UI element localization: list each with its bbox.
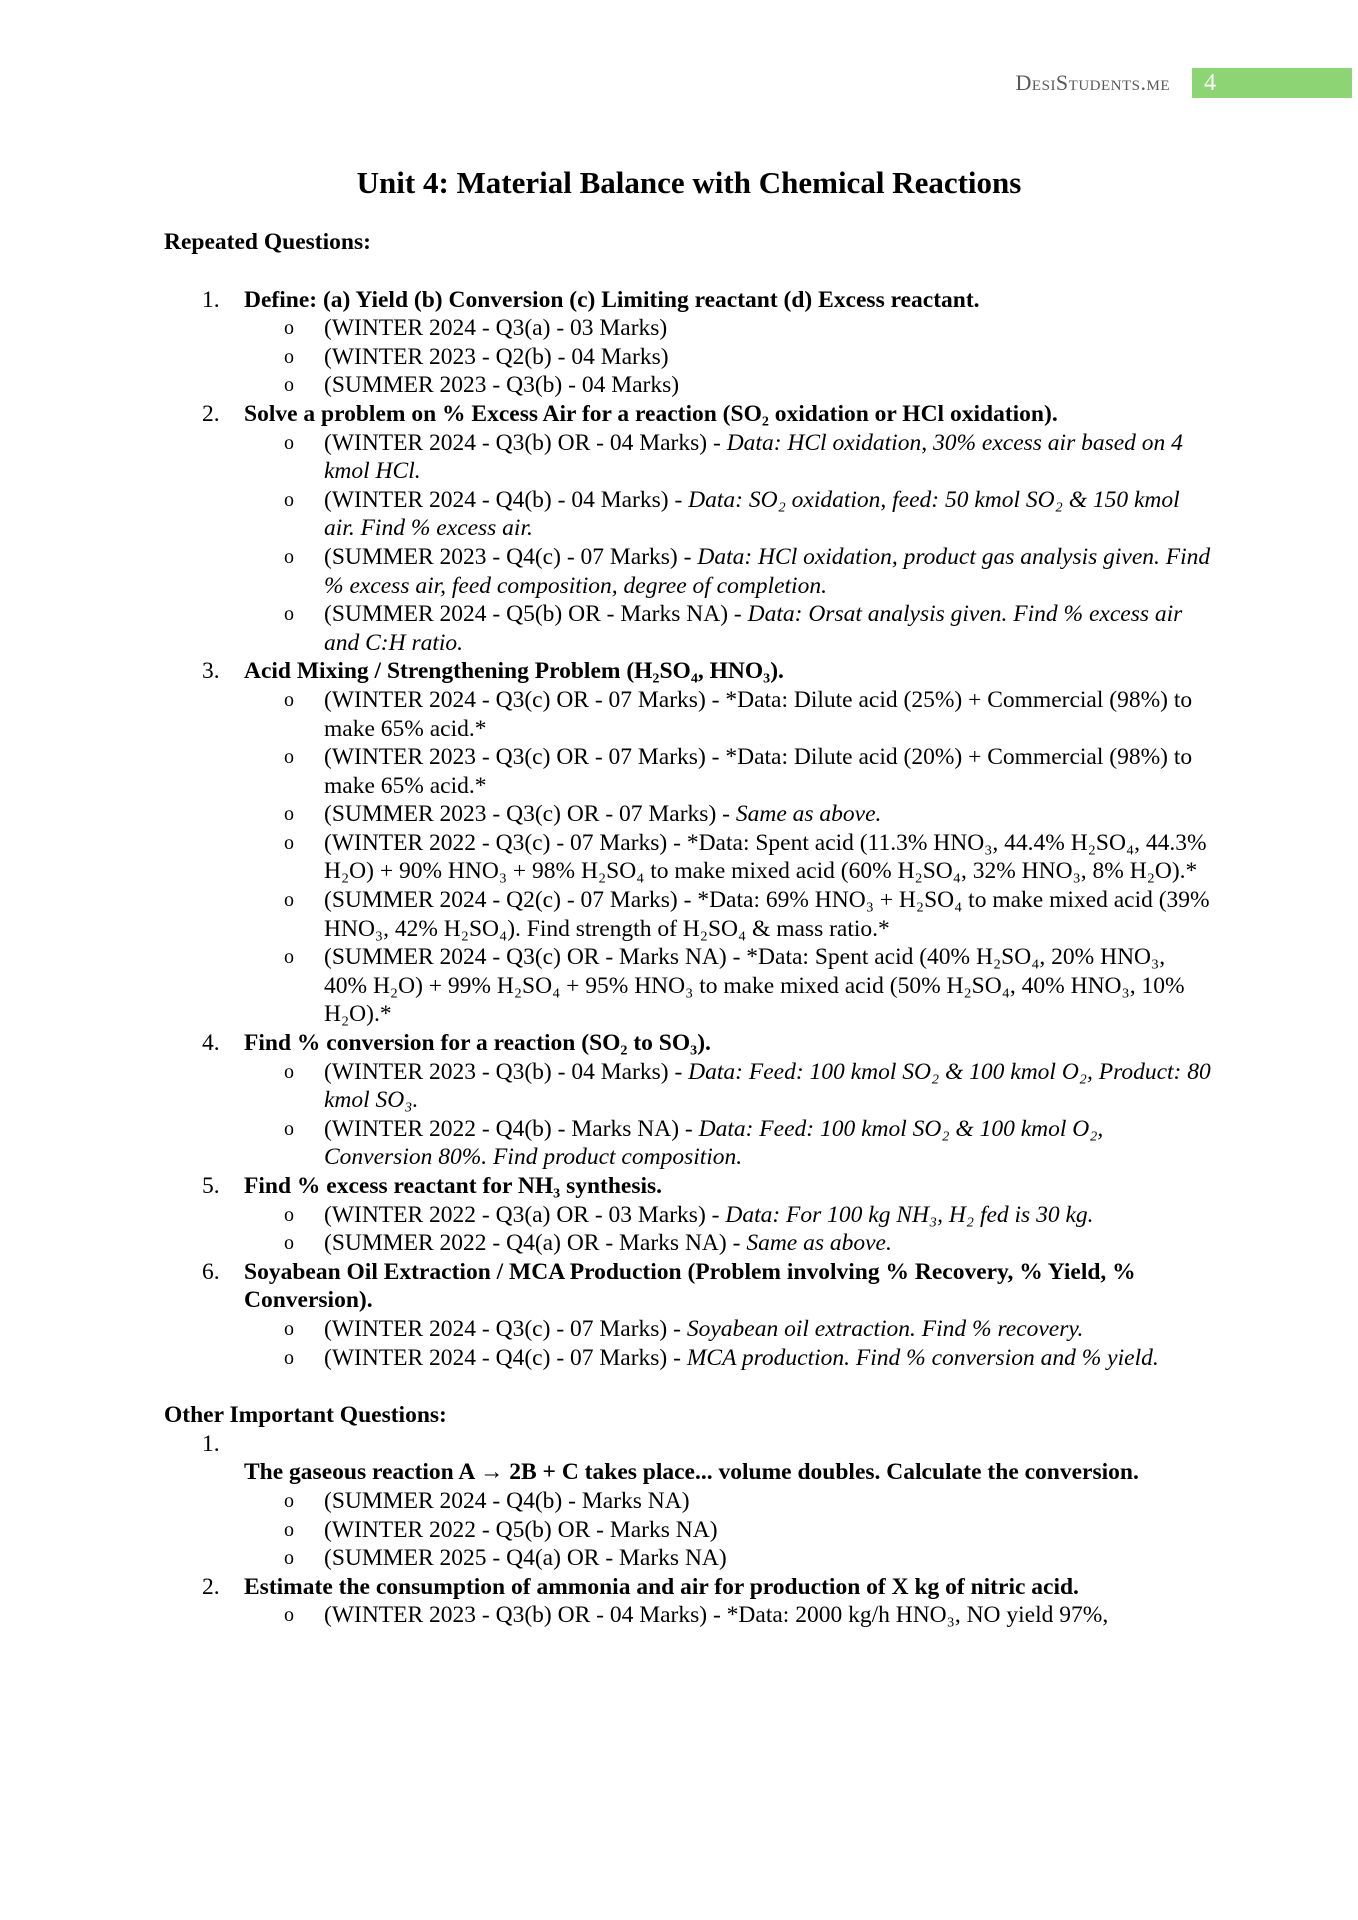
bullet-icon: o [284, 488, 294, 511]
exam-reference-list [244, 1201, 1214, 1258]
question-item [164, 657, 1214, 1029]
section-heading: Other Important Questions: [164, 1402, 447, 1429]
exam-reference [244, 1344, 1214, 1373]
exam-reference [244, 314, 1214, 343]
reference-text: (WINTER 2024 - Q3(c) OR - 07 Marks) - *Data: Dilute acid (25%) + Commercial (98%) to make 65% acid.* [324, 686, 1193, 742]
reference-text: (SUMMER 2024 - Q3(c) OR - Marks NA) - *Data: Spent acid (40% H₂SO₄, 20% HNO₃, 40% H₂O) + 99% H₂SO₄ + 95% HNO₃ to make mixed acid (50% H₂SO₄, 40% HNO₃, 10% H₂O).* [324, 944, 1185, 1028]
bullet-icon: o [284, 545, 294, 568]
exam-reference [244, 829, 1214, 886]
question-text: Estimate the consumption of ammonia and air for production of X kg of nitric acid. [244, 1573, 1079, 1600]
page-header [0, 68, 1358, 98]
bullet-icon: o [284, 1060, 294, 1083]
question-item [164, 400, 1214, 657]
reference-text: (WINTER 2022 - Q3(a) OR - 03 Marks) - [324, 1201, 726, 1228]
exam-reference [244, 1601, 1214, 1630]
exam-reference-list [244, 1058, 1214, 1172]
bullet-icon: o [284, 746, 294, 769]
bullet-icon: o [284, 317, 294, 340]
question-text: Solve a problem on % Excess Air for a reaction (SO₂ oxidation or HCl oxidation). [244, 400, 1058, 427]
exam-reference [244, 800, 1214, 829]
exam-reference [244, 1516, 1214, 1545]
bullet-icon: o [284, 1518, 294, 1541]
bullet-icon: o [284, 1117, 294, 1140]
reference-note: Same as above. [746, 1230, 892, 1257]
reference-text: (WINTER 2022 - Q4(b) - Marks NA) - [324, 1115, 699, 1142]
bullet-icon: o [284, 1489, 294, 1512]
exam-reference-list [244, 314, 1214, 400]
reference-text: (WINTER 2024 - Q4(c) - 07 Marks) - [324, 1344, 687, 1371]
bullet-icon: o [284, 431, 294, 454]
exam-reference [244, 743, 1214, 800]
exam-reference-list [244, 1315, 1214, 1372]
reference-note: MCA production. Find % conversion and % yield. [686, 1344, 1159, 1371]
exam-reference-list [244, 1601, 1214, 1630]
bullet-icon: o [284, 688, 294, 711]
exam-reference-list [244, 429, 1214, 658]
reference-text: (WINTER 2023 - Q3(b) - 04 Marks) - [324, 1058, 689, 1085]
bullet-icon: o [284, 803, 294, 826]
question-item [164, 1430, 1214, 1573]
exam-reference [244, 1229, 1214, 1258]
reference-note: Data: For 100 kg NH₃, H₂ fed is 30 kg. [725, 1201, 1094, 1228]
bullet-icon: o [284, 1604, 294, 1627]
bullet-icon: o [284, 1547, 294, 1570]
exam-reference [244, 1058, 1214, 1115]
exam-reference [244, 343, 1214, 372]
exam-reference [244, 1315, 1214, 1344]
page-number-badge: 4 [1192, 68, 1352, 98]
exam-reference [244, 686, 1214, 743]
spacer [244, 1430, 1214, 1459]
site-brand: DesiStudents.me [1015, 70, 1170, 95]
reference-text: (WINTER 2024 - Q3(a) - 03 Marks) [324, 315, 668, 342]
reference-text: (WINTER 2024 - Q3(b) OR - 04 Marks) - [324, 429, 727, 456]
reference-text: (WINTER 2022 - Q3(c) - 07 Marks) - *Data: Spent acid (11.3% HNO₃, 44.4% H₂SO₄, 44.3% H₂O) + 90% HNO₃ + 98% H₂SO₄ to make mixed acid (60% H₂SO₄, 32% HNO₃, 8% H₂O).* [324, 829, 1207, 885]
reference-text: (WINTER 2023 - Q2(b) - 04 Marks) [324, 343, 669, 370]
reference-text: (SUMMER 2023 - Q3(b) - 04 Marks) [324, 372, 680, 399]
section-heading: Repeated Questions: [164, 229, 371, 255]
bullet-icon: o [284, 831, 294, 854]
exam-reference [244, 886, 1214, 943]
reference-text: (WINTER 2023 - Q3(b) OR - 04 Marks) - *Data: 2000 kg/h HNO₃, NO yield 97%, [324, 1602, 1109, 1629]
reference-note: Data: HCl oxidation, 30% excess air based on 4 kmol HCl. [324, 429, 1183, 485]
document-body [164, 228, 1214, 1630]
bullet-icon: o [284, 1232, 294, 1255]
exam-reference [244, 1115, 1214, 1172]
reference-note: Data: SO₂ oxidation, feed: 50 kmol SO₂ & 150 kmol air. Find % excess air. [324, 486, 1180, 542]
exam-reference [244, 429, 1214, 486]
question-item [164, 1172, 1214, 1258]
reference-text: (SUMMER 2025 - Q4(a) OR - Marks NA) [324, 1545, 727, 1572]
reference-note: Same as above. [735, 801, 882, 828]
reference-note: Data: Feed: 100 kmol SO₂ & 100 kmol O₂, Conversion 80%. Find product composition. [324, 1115, 1104, 1171]
exam-reference-list [244, 1487, 1214, 1573]
exam-reference [244, 543, 1214, 600]
bullet-icon: o [284, 946, 294, 969]
exam-reference [244, 943, 1214, 1029]
question-text: Acid Mixing / Strengthening Problem (H₂SO₄, HNO₃). [244, 658, 784, 685]
exam-reference [244, 1544, 1214, 1573]
bullet-icon: o [284, 889, 294, 912]
page-title: Unit 4: Material Balance with Chemical Reactions [356, 165, 1022, 200]
bullet-icon: o [284, 345, 294, 368]
reference-text: (SUMMER 2024 - Q5(b) OR - Marks NA) - [324, 601, 748, 628]
reference-text: (SUMMER 2024 - Q4(b) - Marks NA) [324, 1487, 690, 1514]
exam-reference [244, 600, 1214, 657]
question-number: 1. [202, 1430, 220, 1457]
question-item [164, 1029, 1214, 1172]
reference-text: (SUMMER 2023 - Q3(c) OR - 07 Marks) - [324, 801, 736, 828]
question-item [164, 1573, 1214, 1630]
bullet-icon: o [284, 1203, 294, 1226]
bullet-icon: o [284, 374, 294, 397]
question-text: The gaseous reaction A → 2B + C takes place... volume doubles. Calculate the conversion. [244, 1459, 1139, 1486]
reference-text: (SUMMER 2024 - Q2(c) - 07 Marks) - *Data: 69% HNO₃ + H₂SO₄ to make mixed acid (39% HNO₃, 42% H₂SO₄). Find strength of H₂SO₄ & mass ratio.* [324, 887, 1210, 942]
question-number: 2. [202, 1573, 220, 1600]
reference-text: (WINTER 2023 - Q3(c) OR - 07 Marks) - *Data: Dilute acid (20%) + Commercial (98%) to make 65% acid.* [324, 744, 1193, 799]
exam-reference [244, 1487, 1214, 1516]
bullet-icon: o [284, 1346, 294, 1369]
question-text: Soyabean Oil Extraction / MCA Production (Problem involving % Recovery, % Yield, % Conversion). [244, 1258, 1136, 1314]
exam-reference [244, 486, 1214, 543]
bullet-icon: o [284, 603, 294, 626]
question-number: 3. [202, 658, 220, 685]
question-item [164, 286, 1214, 400]
exam-reference [244, 1201, 1214, 1230]
reference-text: (SUMMER 2023 - Q4(c) - 07 Marks) - [324, 543, 698, 570]
question-text: Find % excess reactant for NH₃ synthesis. [244, 1173, 663, 1199]
reference-note: Data: Feed: 100 kmol SO₂ & 100 kmol O₂, Product: 80 kmol SO₃. [324, 1058, 1211, 1114]
exam-reference [244, 371, 1214, 400]
reference-note: Data: Orsat analysis given. Find % excess air and C:H ratio. [324, 601, 1183, 656]
section-other-important-questions [164, 1401, 1214, 1630]
bullet-icon: o [284, 1317, 294, 1340]
question-list [164, 286, 1214, 1373]
question-text: Define: (a) Yield (b) Conversion (c) Limiting reactant (d) Excess reactant. [244, 286, 980, 313]
question-number: 5. [202, 1173, 220, 1199]
question-list [164, 1430, 1214, 1630]
question-number: 4. [202, 1030, 220, 1057]
reference-text: (WINTER 2022 - Q5(b) OR - Marks NA) [324, 1516, 718, 1543]
reference-text: (WINTER 2024 - Q4(b) - 04 Marks) - [324, 486, 689, 513]
question-number: 1. [202, 286, 220, 313]
reference-text: (WINTER 2024 - Q3(c) - 07 Marks) - [324, 1315, 687, 1342]
reference-text: (SUMMER 2022 - Q4(a) OR - Marks NA) - [324, 1230, 747, 1257]
reference-note: Data: HCl oxidation, product gas analysis given. Find % excess air, feed composition, degree of completion. [324, 543, 1211, 599]
question-text: Find % conversion for a reaction (SO₂ to SO₃). [244, 1030, 711, 1057]
question-number: 6. [202, 1258, 220, 1285]
question-item [164, 1258, 1214, 1372]
exam-reference-list [244, 686, 1214, 1029]
section-repeated-questions [164, 228, 1214, 1372]
reference-note: Soyabean oil extraction. Find % recovery. [686, 1315, 1084, 1342]
question-number: 2. [202, 400, 220, 427]
